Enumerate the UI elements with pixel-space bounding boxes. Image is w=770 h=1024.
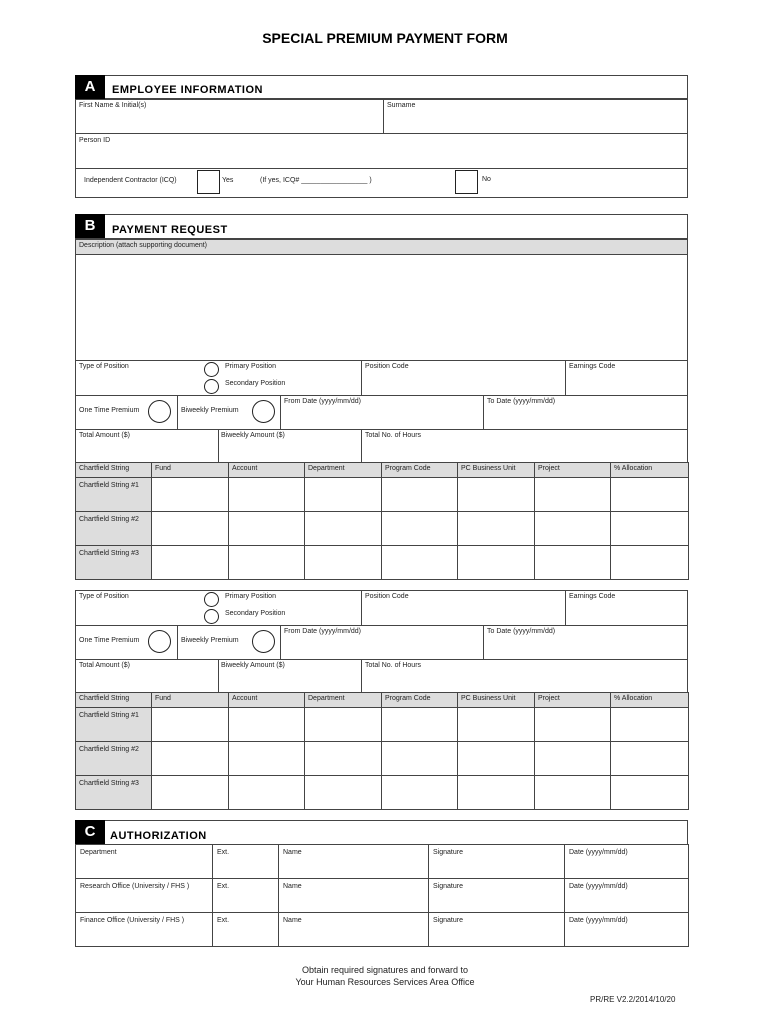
- from-date-label-1: From Date (yyyy/mm/dd): [284, 398, 362, 405]
- total-amount-label-2: Total Amount ($): [79, 662, 130, 669]
- description-field[interactable]: [75, 254, 688, 361]
- description-label: Description (attach supporting document): [79, 242, 208, 249]
- chartfield-header-label: % Allocation: [614, 695, 653, 702]
- chartfield-header-label: Program Code: [385, 465, 431, 472]
- secondary-position-label-1: Secondary Position: [225, 380, 286, 387]
- section-a-title: EMPLOYEE INFORMATION: [112, 84, 263, 96]
- chartfield-input-cell[interactable]: [610, 545, 689, 580]
- chartfield-header-cell: [228, 462, 305, 478]
- chartfield-input-cell[interactable]: [534, 775, 611, 810]
- chartfield-header-cell: [151, 692, 229, 708]
- chartfield-input-cell[interactable]: [381, 741, 458, 776]
- chartfield-header-label: Project: [538, 465, 560, 472]
- chartfield-input-cell[interactable]: [304, 741, 382, 776]
- to-date-label-2: To Date (yyyy/mm/dd): [487, 628, 556, 635]
- earnings-code-label-2: Earnings Code: [569, 593, 616, 600]
- chartfield-input-cell[interactable]: [610, 477, 689, 512]
- chartfield-input-cell[interactable]: [228, 511, 305, 546]
- biweekly-premium-label-2: Biweekly Premium: [181, 637, 239, 644]
- auth-dept-label: Finance Office (University / FHS ): [80, 917, 185, 924]
- biweekly-premium-radio-1[interactable]: [252, 400, 275, 423]
- surname-label: Surname: [387, 102, 416, 109]
- auth-date-field[interactable]: [564, 912, 689, 947]
- position-code-label-2: Position Code: [365, 593, 409, 600]
- chartfield-header-label: Fund: [155, 465, 171, 472]
- chartfield-input-cell[interactable]: [228, 707, 305, 742]
- icq-no-checkbox[interactable]: [455, 170, 478, 194]
- auth-dept-field: [75, 844, 213, 879]
- one-time-premium-radio-2[interactable]: [148, 630, 171, 653]
- section-a-letter: A: [75, 75, 105, 99]
- earnings-code-label-1: Earnings Code: [569, 363, 616, 370]
- first-name-label: First Name & Initial(s): [79, 102, 147, 109]
- chartfield-header-cell: [534, 462, 611, 478]
- chartfield-row-label: Chartfield String #3: [79, 550, 139, 557]
- section-b-letter: B: [75, 214, 105, 238]
- one-time-premium-radio-1[interactable]: [148, 400, 171, 423]
- section-c-letter: C: [75, 820, 105, 844]
- auth-dept-field: [75, 912, 213, 947]
- chartfield-row-label: Chartfield String #1: [79, 712, 139, 719]
- chartfield-input-cell[interactable]: [381, 707, 458, 742]
- type-of-position-label-2: Type of Position: [79, 593, 129, 600]
- chartfield-row-label-cell: [75, 477, 152, 512]
- chartfield-input-cell[interactable]: [534, 707, 611, 742]
- auth-ext-label: Ext.: [217, 883, 230, 890]
- footer-line-1: Obtain required signatures and forward to: [301, 965, 469, 975]
- auth-date-label: Date (yyyy/mm/dd): [569, 917, 628, 924]
- chartfield-header-cell: [304, 462, 382, 478]
- form-version: PR/RE V2.2/2014/10/20: [590, 995, 676, 1004]
- auth-ext-label: Ext.: [217, 849, 230, 856]
- chartfield-input-cell[interactable]: [381, 775, 458, 810]
- auth-name-field[interactable]: [278, 912, 429, 947]
- chartfield-input-cell[interactable]: [457, 741, 535, 776]
- chartfield-input-cell[interactable]: [457, 545, 535, 580]
- primary-position-label-1: Primary Position: [225, 363, 276, 370]
- icq-label: Independent Contractor (ICQ): [84, 177, 177, 184]
- surname-field[interactable]: [383, 99, 688, 134]
- auth-ext-field[interactable]: [212, 844, 279, 879]
- chartfield-input-cell[interactable]: [228, 775, 305, 810]
- chartfield-input-cell[interactable]: [457, 775, 535, 810]
- chartfield-header-label: Chartfield String: [79, 465, 130, 472]
- auth-signature-label: Signature: [433, 849, 463, 856]
- chartfield-input-cell[interactable]: [228, 545, 305, 580]
- auth-name-label: Name: [283, 917, 302, 924]
- auth-date-field[interactable]: [564, 844, 689, 879]
- auth-ext-label: Ext.: [217, 917, 230, 924]
- chartfield-row-label-cell: [75, 775, 152, 810]
- total-hours-label-2: Total No. of Hours: [365, 662, 422, 669]
- person-id-label: Person ID: [79, 137, 111, 144]
- auth-signature-label: Signature: [433, 917, 463, 924]
- chartfield-header-cell: [610, 462, 689, 478]
- chartfield-row-label-cell: [75, 741, 152, 776]
- auth-ext-field[interactable]: [212, 912, 279, 947]
- chartfield-header-cell: [151, 462, 229, 478]
- chartfield-input-cell[interactable]: [381, 477, 458, 512]
- from-date-label-2: From Date (yyyy/mm/dd): [284, 628, 362, 635]
- chartfield-header-label: PC Business Unit: [461, 695, 516, 702]
- icq-no-label: No: [482, 176, 491, 183]
- chartfield-input-cell[interactable]: [304, 511, 382, 546]
- chartfield-input-cell[interactable]: [610, 707, 689, 742]
- chartfield-row-label: Chartfield String #2: [79, 516, 139, 523]
- chartfield-input-cell[interactable]: [304, 545, 382, 580]
- auth-name-field[interactable]: [278, 878, 429, 913]
- one-time-premium-label-1: One Time Premium: [79, 407, 140, 414]
- chartfield-row-label-cell: [75, 545, 152, 580]
- chartfield-table-2: [75, 692, 688, 811]
- section-b-title: PAYMENT REQUEST: [112, 224, 228, 236]
- chartfield-row-label: Chartfield String #3: [79, 780, 139, 787]
- chartfield-header-label: PC Business Unit: [461, 465, 516, 472]
- icq-yes-checkbox[interactable]: [197, 170, 220, 194]
- icq-yes-label: Yes: [222, 177, 234, 184]
- secondary-position-radio-1[interactable]: [204, 379, 219, 394]
- chartfield-header-label: Department: [308, 465, 345, 472]
- secondary-position-radio-2[interactable]: [204, 609, 219, 624]
- chartfield-input-cell[interactable]: [534, 511, 611, 546]
- chartfield-row-label-cell: [75, 707, 152, 742]
- chartfield-header-cell: [304, 692, 382, 708]
- biweekly-premium-radio-2[interactable]: [252, 630, 275, 653]
- chartfield-header-cell: [610, 692, 689, 708]
- auth-name-field[interactable]: [278, 844, 429, 879]
- type-of-position-label-1: Type of Position: [79, 363, 129, 370]
- chartfield-header-cell: [381, 462, 458, 478]
- position-code-label-1: Position Code: [365, 363, 409, 370]
- chartfield-header-cell: [457, 692, 535, 708]
- auth-signature-label: Signature: [433, 883, 463, 890]
- chartfield-input-cell[interactable]: [304, 775, 382, 810]
- chartfield-header-cell: [381, 692, 458, 708]
- chartfield-header-cell: [534, 692, 611, 708]
- chartfield-input-cell[interactable]: [534, 477, 611, 512]
- footer-line-2: Your Human Resources Services Area Office: [295, 977, 475, 987]
- auth-name-label: Name: [283, 883, 302, 890]
- chartfield-header-label: Project: [538, 695, 560, 702]
- auth-ext-field[interactable]: [212, 878, 279, 913]
- chartfield-input-cell[interactable]: [304, 707, 382, 742]
- chartfield-header-cell: [457, 462, 535, 478]
- chartfield-table-1: [75, 462, 688, 581]
- chartfield-header-label: Department: [308, 695, 345, 702]
- chartfield-input-cell[interactable]: [457, 511, 535, 546]
- chartfield-header-label: % Allocation: [614, 465, 653, 472]
- chartfield-input-cell[interactable]: [457, 477, 535, 512]
- chartfield-input-cell[interactable]: [610, 741, 689, 776]
- primary-position-label-2: Primary Position: [225, 593, 276, 600]
- chartfield-input-cell[interactable]: [381, 545, 458, 580]
- chartfield-input-cell[interactable]: [457, 707, 535, 742]
- person-id-field[interactable]: [75, 133, 688, 169]
- chartfield-input-cell[interactable]: [151, 511, 229, 546]
- chartfield-header-cell: [75, 692, 152, 708]
- to-date-label-1: To Date (yyyy/mm/dd): [487, 398, 556, 405]
- biweekly-premium-label-1: Biweekly Premium: [181, 407, 239, 414]
- section-c-title: AUTHORIZATION: [110, 830, 207, 842]
- chartfield-header-label: Account: [232, 695, 258, 702]
- chartfield-input-cell[interactable]: [610, 511, 689, 546]
- chartfield-input-cell[interactable]: [534, 741, 611, 776]
- auth-date-label: Date (yyyy/mm/dd): [569, 883, 628, 890]
- auth-name-label: Name: [283, 849, 302, 856]
- chartfield-input-cell[interactable]: [151, 775, 229, 810]
- one-time-premium-label-2: One Time Premium: [79, 637, 140, 644]
- authorization-table: [75, 844, 688, 947]
- auth-dept-field: [75, 878, 213, 913]
- auth-date-label: Date (yyyy/mm/dd): [569, 849, 628, 856]
- auth-signature-field[interactable]: [428, 844, 565, 879]
- chartfield-input-cell[interactable]: [228, 477, 305, 512]
- icq-number-label: (If yes, ICQ# _________________ ): [260, 177, 372, 184]
- chartfield-input-cell[interactable]: [151, 707, 229, 742]
- form-title: SPECIAL PREMIUM PAYMENT FORM: [262, 30, 508, 46]
- biweekly-amount-label-2: Biweekly Amount ($): [221, 662, 285, 669]
- total-amount-label-1: Total Amount ($): [79, 432, 130, 439]
- chartfield-row-label: Chartfield String #1: [79, 482, 139, 489]
- secondary-position-label-2: Secondary Position: [225, 610, 286, 617]
- auth-date-field[interactable]: [564, 878, 689, 913]
- chartfield-input-cell[interactable]: [610, 775, 689, 810]
- auth-signature-field[interactable]: [428, 878, 565, 913]
- chartfield-header-cell: [75, 462, 152, 478]
- chartfield-header-label: Fund: [155, 695, 171, 702]
- biweekly-amount-label-1: Biweekly Amount ($): [221, 432, 285, 439]
- auth-dept-label: Department: [80, 849, 117, 856]
- chartfield-input-cell[interactable]: [228, 741, 305, 776]
- chartfield-row-label-cell: [75, 511, 152, 546]
- chartfield-input-cell[interactable]: [381, 511, 458, 546]
- auth-dept-label: Research Office (University / FHS ): [80, 883, 190, 890]
- primary-position-radio-1[interactable]: [204, 362, 219, 377]
- chartfield-row-label: Chartfield String #2: [79, 746, 139, 753]
- chartfield-input-cell[interactable]: [304, 477, 382, 512]
- chartfield-input-cell[interactable]: [151, 545, 229, 580]
- auth-signature-field[interactable]: [428, 912, 565, 947]
- chartfield-header-label: Chartfield String: [79, 695, 130, 702]
- chartfield-header-cell: [228, 692, 305, 708]
- primary-position-radio-2[interactable]: [204, 592, 219, 607]
- chartfield-input-cell[interactable]: [151, 741, 229, 776]
- chartfield-input-cell[interactable]: [151, 477, 229, 512]
- chartfield-input-cell[interactable]: [534, 545, 611, 580]
- chartfield-header-label: Account: [232, 465, 258, 472]
- total-hours-label-1: Total No. of Hours: [365, 432, 422, 439]
- chartfield-header-label: Program Code: [385, 695, 431, 702]
